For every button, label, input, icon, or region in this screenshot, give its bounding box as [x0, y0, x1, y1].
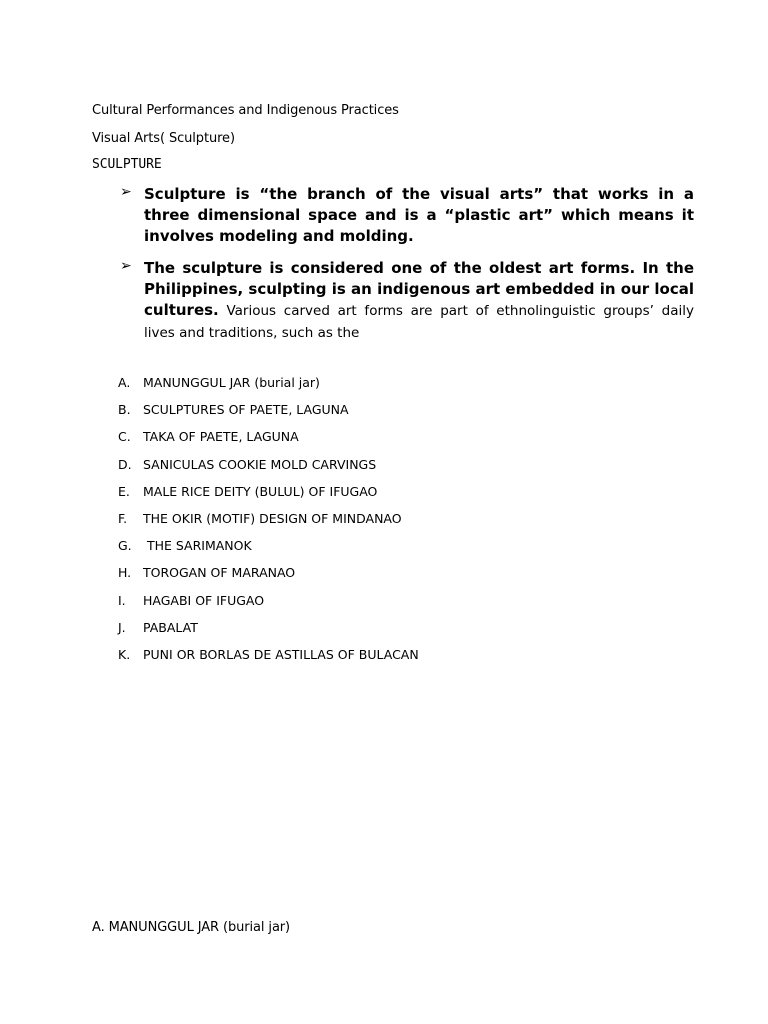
list-item-text: PUNI OR BORLAS DE ASTILLAS OF BULACAN — [143, 646, 419, 662]
list-item-text: SCULPTURES OF PAETE, LAGUNA — [143, 402, 349, 418]
arrow-bullet-icon: ➢ — [120, 184, 132, 200]
list-item-text: PABALAT — [143, 619, 198, 635]
list-letter: F. — [118, 510, 128, 526]
list-letter: E. — [118, 483, 130, 499]
list-item-text: MALE RICE DEITY (BULUL) OF IFUGAO — [143, 483, 378, 499]
list-letter: I. — [118, 592, 126, 608]
list-item-text: TAKA OF PAETE, LAGUNA — [143, 429, 299, 445]
list-letter: H. — [118, 565, 132, 581]
arrow-bullet-icon: ➢ — [120, 258, 132, 274]
bullet-bold-text: Sculpture is “the branch of the visual arts” that works in a three dimensional space and is a “plastic art” which means it involves modeling and molding. — [144, 185, 694, 245]
section-subtitle: Visual Arts( Sculpture) — [92, 131, 235, 146]
list-letter: D. — [118, 456, 132, 472]
list-letter: K. — [118, 646, 131, 662]
bullet-text — [144, 184, 694, 248]
bullet-text — [144, 258, 694, 344]
list-item-text: HAGABI OF IFUGAO — [143, 592, 265, 608]
list-letter: B. — [118, 402, 131, 418]
subsection-heading: A. MANUNGGUL JAR (burial jar) — [92, 920, 291, 935]
list-letter: A. — [118, 375, 131, 390]
section-heading: SCULPTURE — [92, 157, 162, 172]
bullet-bold-text: The sculpture is considered one of the oldest art forms. In the Philippines, sculpting is an indigenous art embedded in our local cultures. — [144, 259, 694, 319]
bullet-plain-text: Various carved art forms are part of ethnolinguistic groups’ daily lives and traditions, such as the — [144, 303, 694, 341]
list-letter: G. — [118, 538, 132, 554]
list-item-text: THE SARIMANOK — [143, 538, 252, 554]
document-title: Cultural Performances and Indigenous Practices — [92, 103, 399, 118]
list-item-text: THE OKIR (MOTIF) DESIGN OF MINDANAO — [143, 510, 402, 526]
list-letter: J. — [118, 619, 126, 635]
list-item-text: MANUNGGUL JAR (burial jar) — [143, 375, 320, 390]
list-item-text: TOROGAN OF MARANAO — [143, 565, 296, 581]
list-item-text: SANICULAS COOKIE MOLD CARVINGS — [143, 456, 377, 472]
list-letter: C. — [118, 429, 131, 445]
